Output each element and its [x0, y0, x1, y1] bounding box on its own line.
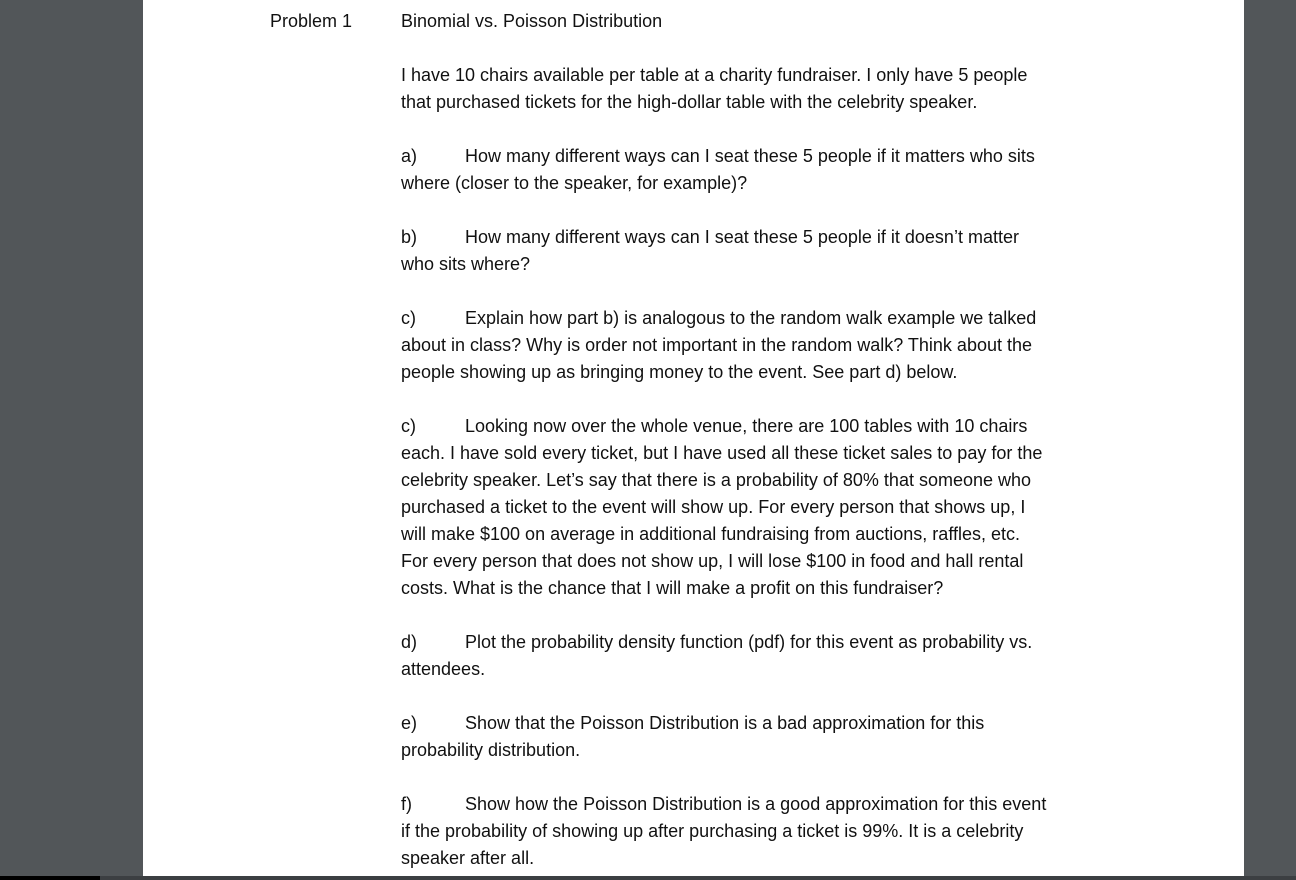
question-line: Show how the Poisson Distribution is a good approximation for this event [465, 794, 1047, 814]
question-letter: d) [401, 632, 418, 652]
question-d [401, 629, 1131, 683]
question-line: How many different ways can I seat these 5 people if it matters who sits [465, 146, 1035, 166]
question-line: Explain how part b) is analogous to the random walk example we talked [465, 308, 1037, 328]
question-c-venue [401, 413, 1131, 602]
question-letter: c) [401, 308, 416, 328]
question-line: speaker after all. [401, 848, 535, 868]
question-line: Plot the probability density function (pdf) for this event as probability vs. [465, 632, 1033, 652]
question-letter: e) [401, 713, 418, 733]
question-line: probability distribution. [401, 740, 581, 760]
question-line: where (closer to the speaker, for example)? [401, 173, 748, 193]
question-line: Looking now over the whole venue, there are 100 tables with 10 chairs [465, 416, 1028, 436]
question-line: celebrity speaker. Let’s say that there is a probability of 80% that someone who [401, 470, 1032, 490]
question-line: each. I have sold every ticket, but I have used all these ticket sales to pay for the [401, 443, 1043, 463]
question-letter: a) [401, 146, 418, 166]
problem-content [401, 62, 1131, 872]
question-line: people showing up as bringing money to the event. See part d) below. [401, 362, 958, 382]
question-line: will make $100 on average in additional fundraising from auctions, raffles, etc. [401, 524, 1021, 544]
intro-paragraph [401, 62, 1131, 116]
question-letter: c) [401, 416, 416, 436]
question-line: For every person that does not show up, I will lose $100 in food and hall rental [401, 551, 1024, 571]
problem-label: Problem 1 [270, 11, 353, 31]
question-line: who sits where? [401, 254, 531, 274]
question-e [401, 710, 1131, 764]
question-b [401, 224, 1131, 278]
intro-line: I have 10 chairs available per table at a charity fundraiser. I only have 5 people [401, 65, 1028, 85]
question-line: purchased a ticket to the event will show up. For every person that shows up, I [401, 497, 1026, 517]
bottom-bar [0, 876, 100, 880]
question-letter: b) [401, 227, 418, 247]
question-letter: f) [401, 794, 412, 814]
question-c-random-walk [401, 305, 1131, 386]
question-line: about in class? Why is order not important in the random walk? Think about the [401, 335, 1033, 355]
page-bottom-edge [0, 876, 1296, 880]
document-page [143, 0, 1244, 876]
question-a [401, 143, 1131, 197]
question-line: costs. What is the chance that I will make a profit on this fundraiser? [401, 578, 944, 598]
question-f [401, 791, 1131, 872]
problem-title: Binomial vs. Poisson Distribution [401, 11, 663, 31]
question-line: How many different ways can I seat these 5 people if it doesn’t matter [465, 227, 1019, 247]
question-line: attendees. [401, 659, 486, 679]
question-line: Show that the Poisson Distribution is a bad approximation for this [465, 713, 985, 733]
question-line: if the probability of showing up after purchasing a ticket is 99%. It is a celebrity [401, 821, 1024, 841]
intro-line: that purchased tickets for the high-dollar table with the celebrity speaker. [401, 92, 978, 112]
